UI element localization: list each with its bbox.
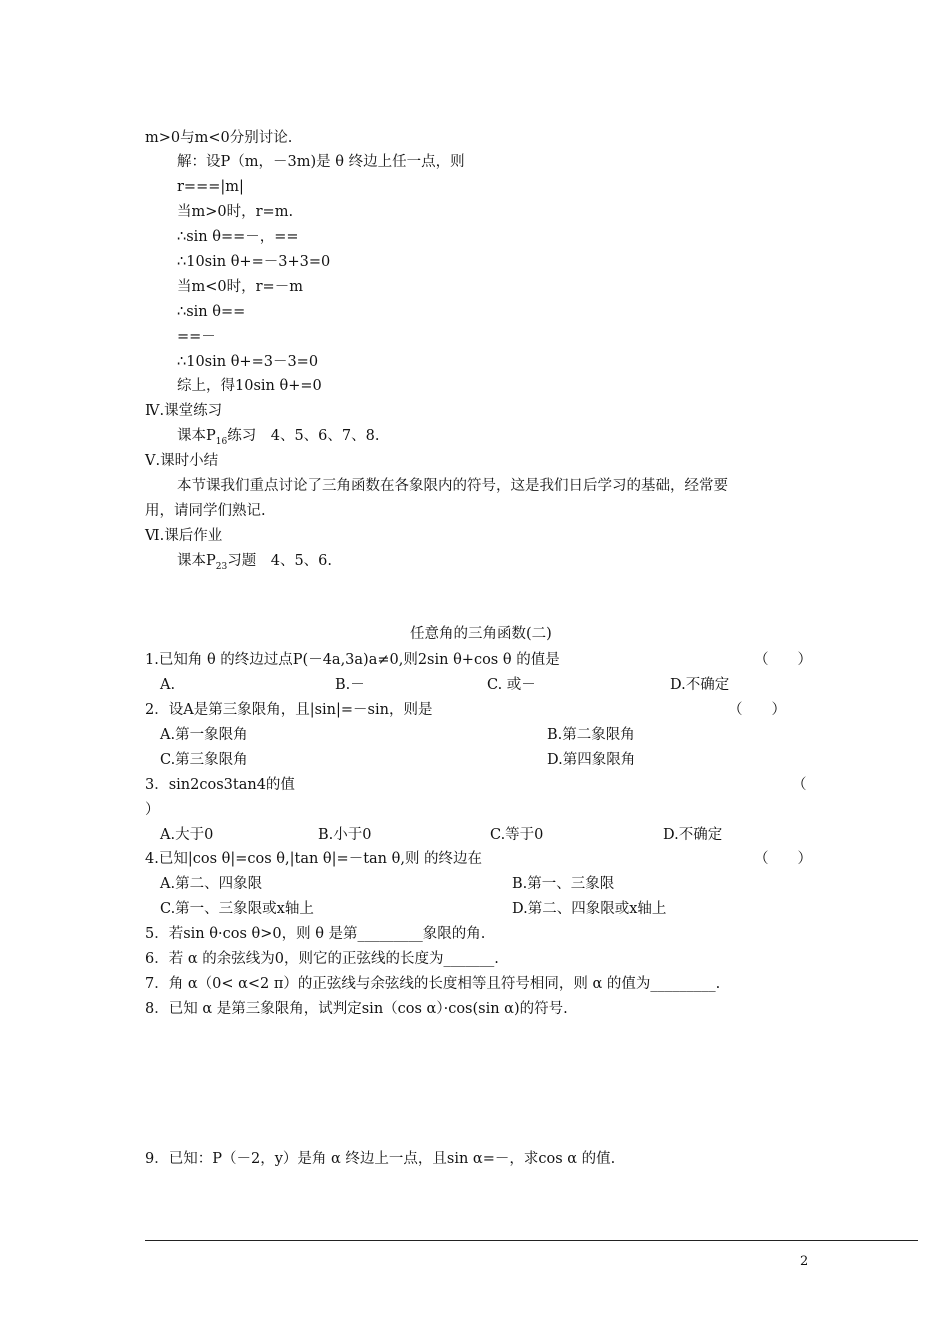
text-line: 解：设P（m，－3m)是 θ 终边上任一点，则 [177,154,465,170]
footer-divider [145,1240,918,1241]
option-b: B.小于0 [318,827,372,843]
question-5: 5．若sin θ·cos θ>0，则 θ 是第_________象限的角. [145,926,486,942]
text-line: ∴10sin θ+=3－3=0 [177,354,319,370]
answer-bracket: （ ） [728,702,786,718]
text-line: 当m>0时，r=m. [177,204,294,220]
option-a: A.第二、四象限 [160,876,263,892]
page-number: 2 [800,1254,809,1269]
text-line: 用，请同学们熟记. [145,503,266,519]
textbook-ref: 课本P [177,553,216,569]
exercise-list: 练习 4、5、6、7、8. [227,428,380,444]
text-line: ==－ [177,329,216,345]
option-a: A.第一象限角 [160,727,248,743]
exercise-list: 习题 4、5、6. [227,553,333,569]
question-2: 2．设A是第三象限角，且|sin|=－sin，则是 [145,702,433,718]
text-line: r===|m| [177,179,244,195]
option-a: A.大于0 [160,827,214,843]
text-line: ∴sin θ== [177,304,246,320]
question-4: 4.已知|cos θ|=cos θ,|tan θ|=－tan θ,则 的终边在 [145,851,483,867]
textbook-ref: 课本P [177,428,216,444]
section-title: 任意角的三角函数(二) [410,626,552,642]
option-c: C.等于0 [490,827,544,843]
question-7: 7．角 α（0< α<2 π）的正弦线与余弦线的长度相等且符号相同，则 α 的值为_________. [145,976,721,992]
text-line [177,551,332,577]
question-3: 3．sin2cos3tan4的值 [145,777,295,793]
option-d: D.不确定 [670,677,730,693]
option-b: B.－ [335,677,365,693]
answer-bracket-open: （ [792,777,807,793]
question-9: 9．已知：P（－2，y）是角 α 终边上一点，且sin α=－，求cos α 的值. [145,1151,616,1167]
option-b: B.第二象限角 [547,727,635,743]
text-line: ∴10sin θ+=－3+3=0 [177,254,331,270]
option-b: B.第一、三象限 [512,876,615,892]
text-line: 本节课我们重点讨论了三角函数在各象限内的符号，这是我们日后学习的基础，经常要 [177,478,728,494]
question-6: 6．若 α 的余弦线为0，则它的正弦线的长度为_______. [145,951,499,967]
section-heading: Ⅴ.课时小结 [145,453,219,469]
text-line: 综上，得10sin θ+=0 [177,378,322,394]
option-d: D.第二、四象限或x轴上 [512,901,667,917]
question-8: 8．已知 α 是第三象限角，试判定sin（cos α）·cos(sin α)的符号. [145,1001,568,1017]
option-c: C. 或－ [487,677,536,693]
answer-bracket-close: ） [145,802,160,818]
page-subscript: 16 [215,436,228,447]
text-line: m>0与m<0分别讨论. [145,130,293,146]
section-heading: Ⅵ.课后作业 [145,528,223,544]
option-c: C.第一、三象限或x轴上 [160,901,314,917]
option-c: C.第三象限角 [160,752,248,768]
answer-bracket: （ ） [754,652,812,668]
option-d: D.第四象限角 [547,752,636,768]
text-line: 当m<0时，r=－m [177,279,303,295]
option-d: D.不确定 [663,827,723,843]
page-subscript: 23 [215,561,228,572]
text-line: ∴sin θ==－，== [177,229,299,245]
section-heading: Ⅳ.课堂练习 [145,403,223,419]
option-a: A. [160,677,176,693]
answer-bracket: （ ） [754,851,812,867]
text-line [177,426,379,452]
question-1: 1.已知角 θ 的终边过点P(－4a,3a)a≠0,则2sin θ+cos θ 的值是 [145,652,560,668]
